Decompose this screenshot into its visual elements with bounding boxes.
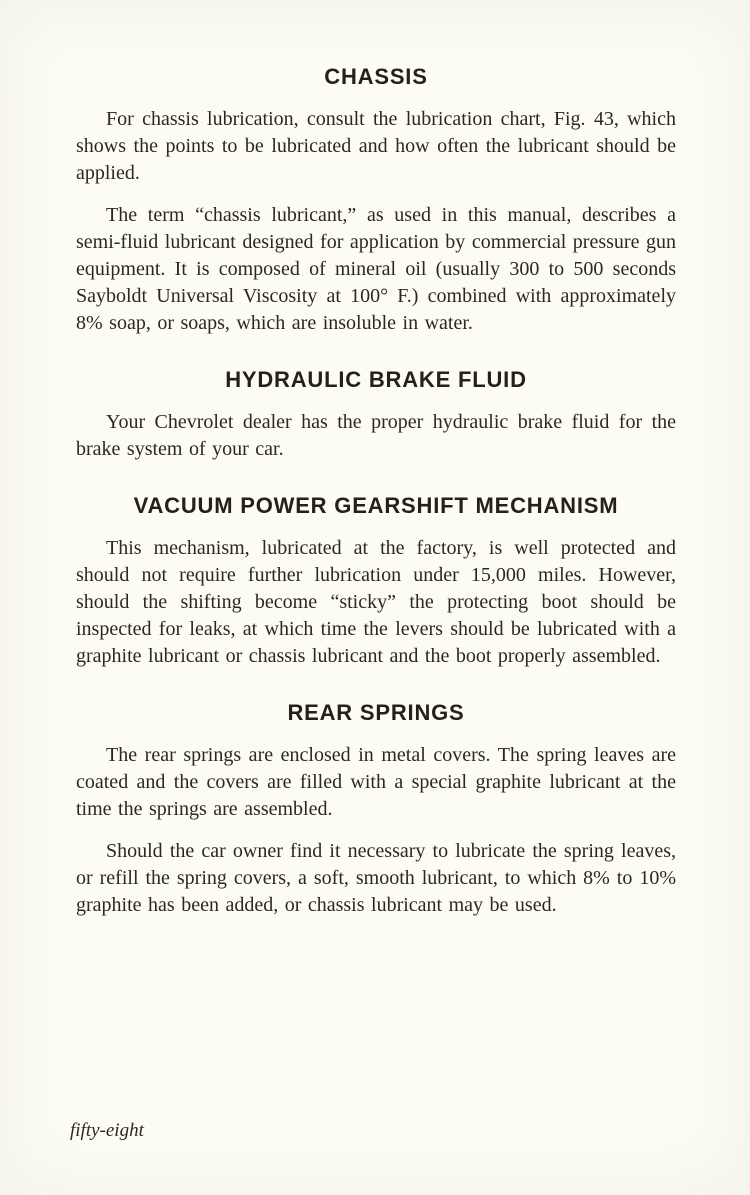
- section-heading-hydraulic-brake-fluid: HYDRAULIC BRAKE FLUID: [225, 367, 527, 392]
- paragraph: Should the car owner find it necessary to lubricate the spring leaves, or refill the spring covers, a soft, smooth lubricant, to which 8% to 10% graphite has been added, or chassis lubricant may be used.: [76, 840, 676, 916]
- paragraph: The rear springs are enclosed in metal covers. The spring leaves are coated and the covers are filled with a special graphite lubricant at the time the springs are assembled.: [76, 744, 676, 820]
- section-heading-rear-springs: REAR SPRINGS: [287, 700, 465, 725]
- section-heading-chassis: CHASSIS: [324, 64, 428, 89]
- paragraph: Your Chevrolet dealer has the proper hydraulic brake fluid for the brake system of your car.: [76, 411, 676, 460]
- paragraph: The term “chassis lubricant,” as used in this manual, describes a semi-fluid lubricant designed for application by commercial pressure gun equipment. It is composed of mineral oil (usually 300 to 500 seconds Sayboldt Universal Viscosity at 100° F.) combined with approximately 8% soap, or soaps, which are insoluble in water.: [76, 204, 676, 334]
- paragraph: For chassis lubrication, consult the lubrication chart, Fig. 43, which shows the points to be lubricated and how often the lubricant should be applied.: [76, 108, 676, 184]
- section-heading-vacuum-power-gearshift-mechanism: VACUUM POWER GEARSHIFT MECHANISM: [133, 493, 619, 518]
- paragraph: This mechanism, lubricated at the factory, is well protected and should not require further lubrication under 15,000 miles. However, should the shifting become “sticky” the protecting boot should be inspected for leaks, at which time the levers should be lubricated with a graphite lubricant or chassis lubricant and the boot properly assembled.: [76, 537, 676, 667]
- page-number: fifty-eight: [70, 1120, 144, 1141]
